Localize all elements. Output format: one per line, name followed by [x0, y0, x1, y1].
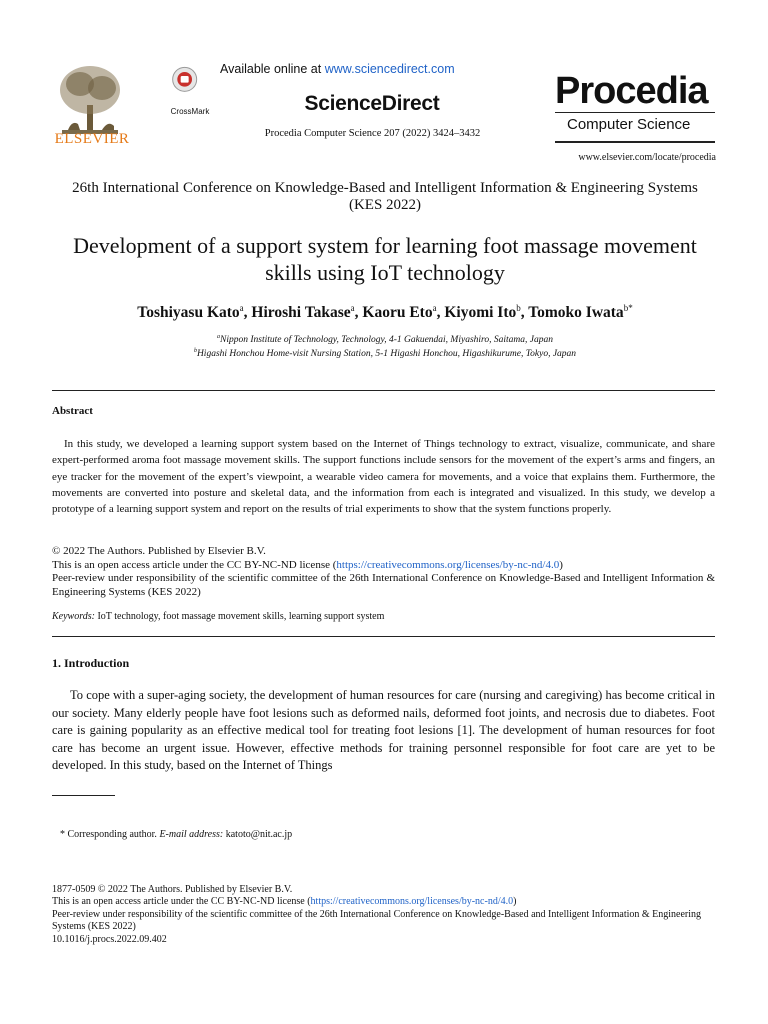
- abstract-heading: Abstract: [52, 405, 93, 417]
- author-name: Hiroshi Takase: [251, 304, 351, 322]
- bottom-license-line: [52, 896, 715, 908]
- email-address[interactable]: katoto@nit.ac.jp: [223, 829, 293, 840]
- author-list: Toshiyasu Kato$^a$, Hiroshi Takase$^a$, Kaoru Eto$^a$, Kiyomi Ito$^b$, Tomoko Iwata$^{b*}$: [137, 303, 633, 322]
- keywords-text: IoT technology, foot massage movement skills, learning support system: [94, 611, 385, 622]
- author-name: Tomoko Iwata: [528, 304, 624, 322]
- bottom-license-link[interactable]: https://creativecommons.org/licenses/by-nc-nd/4.0: [310, 896, 514, 908]
- author-sup: b: [516, 303, 521, 313]
- doi[interactable]: 10.1016/j.procs.2022.09.402: [52, 933, 167, 945]
- copyright-block: [52, 545, 715, 599]
- license-suffix: ): [559, 558, 563, 571]
- affiliation-text: Higashi Honchou Home-visit Nursing Station, 5-1 Higashi Honchou, Higashikurume, Tokyo, Japan: [196, 349, 577, 360]
- elsevier-logo-text: ELSEVIER: [54, 131, 130, 147]
- bottom-license-suffix: ): [513, 896, 517, 908]
- affiliation-sup: a: [216, 334, 220, 340]
- affiliation-text: Nippon Institute of Technology, Technology, 4-1 Gakuendai, Miyashiro, Saitama, Japan: [219, 335, 553, 346]
- license-line: [52, 559, 715, 573]
- issn-line: 1877-0509 © 2022 The Authors. Published by Elsevier B.V.: [52, 884, 293, 895]
- bottom-license-prefix: This is an open access article under the CC BY-NC-ND license (: [52, 896, 311, 908]
- availability-line: [220, 62, 520, 76]
- divider-top: [52, 390, 715, 391]
- footnote: [60, 829, 292, 840]
- peer-review-line: Peer-review under responsibility of the scientific committee of the 26th International Conference on Knowledge-Based and Intelligent Information & Engineering Systems (KES 2022): [52, 572, 715, 598]
- paper-title: Development of a support system for learning foot massage movement skills using IoT technology: [73, 233, 697, 285]
- abstract-body: [52, 436, 715, 517]
- footnote-prefix: * Corresponding author.: [60, 829, 160, 840]
- author-name: Toshiyasu Kato: [137, 304, 240, 322]
- bottom-peer-review-line: Peer-review under responsibility of the scientific committee of the 26th International Conference on Knowledge-Based and Intelligent Information & Engineering Systems (KES 2022): [52, 908, 702, 933]
- footnote-rule: [52, 795, 115, 796]
- keywords: [52, 611, 715, 622]
- author-sup: a: [432, 303, 437, 313]
- sciencedirect-logo: ScienceDirect: [304, 92, 440, 115]
- affiliation-a: [60, 334, 710, 345]
- section-heading: 1. Introduction: [52, 656, 130, 670]
- procedia-rule-bottom: [555, 141, 715, 143]
- journal-reference: Procedia Computer Science 207 (2022) 3424–3432: [264, 128, 481, 139]
- publication-info: [52, 884, 715, 946]
- intro-text: To cope with a super-aging society, the development of human resources for care (nursing and caregiving) has become critical in our society. Many elderly people have foot lesions such as deformed nails, deformed foot joints, and necrosis due to diabetes. Foot care is gaining popularity as an effective medical tool for treating foot lesions [1]. The development of human resources for foot care has become an urgent issue. However, effective methods for training personnel responsible for foot care are yet to be developed. In this study, based on the Internet of Things: [52, 688, 715, 772]
- author-name: Kaoru Eto: [362, 304, 433, 322]
- divider-bottom: [52, 636, 715, 637]
- intro-body: [52, 687, 715, 775]
- license-link[interactable]: https://creativecommons.org/licenses/by-nc-nd/4.0: [336, 558, 560, 571]
- procedia-logo: Procedia: [555, 70, 708, 112]
- license-prefix: This is an open access article under the CC BY-NC-ND license (: [52, 558, 337, 571]
- affiliation-sup: b: [193, 348, 197, 354]
- copyright-line: © 2022 The Authors. Published by Elsevier B.V.: [52, 545, 266, 557]
- sciencedirect-link[interactable]: www.sciencedirect.com: [324, 62, 455, 76]
- author-name: Kiyomi Ito: [444, 304, 517, 322]
- author-sup: a: [239, 303, 244, 313]
- procedia-rule-top: [555, 112, 715, 113]
- crossmark-icon[interactable]: [170, 66, 210, 106]
- affiliation-b: [60, 348, 710, 359]
- author-sup: a: [350, 303, 355, 313]
- keywords-label: Keywords:: [52, 611, 95, 622]
- author-sup: b*: [623, 303, 633, 313]
- procedia-subtitle: Computer Science: [567, 116, 691, 133]
- abstract-text: In this study, we developed a learning support system based on the Internet of Things technology to extract, visualize, communicate, and share expert-performed aroma foot massage movement skills. The support functions include sensors for the movement of the expert’s arms and fingers, an eye tracker for the movement of the expert’s viewpoint, a wearable video camera for movements, and a voice that explains them. Furthermore, the movements are converted into posture and skeletal data, and the information from each is integrated and visualized. In this study, we develop a prototype of a learning support system and report on the results of trial experiments to show that the system functions properly.: [52, 438, 715, 516]
- available-prefix: Available online at: [220, 62, 325, 76]
- crossmark-label: CrossMark: [170, 107, 210, 116]
- procedia-url[interactable]: www.elsevier.com/locate/procedia: [578, 152, 716, 163]
- conference-name: 26th International Conference on Knowledge-Based and Intelligent Information & Engineering Systems (KES 2022): [72, 180, 698, 213]
- email-label: E-mail address:: [159, 829, 224, 840]
